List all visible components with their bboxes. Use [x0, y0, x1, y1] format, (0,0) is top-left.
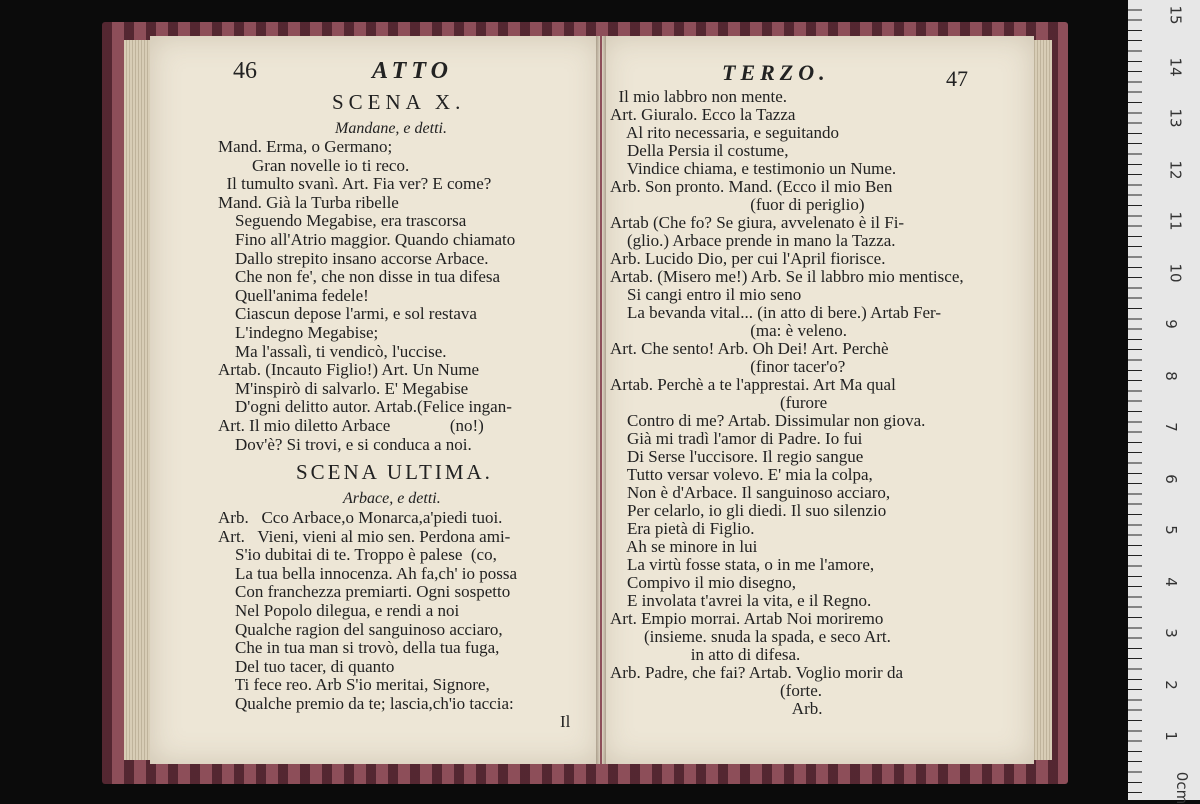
text-line: Il mio labbro non mente. — [610, 87, 788, 106]
text-line: (glio.) Arbace prende in mano la Tazza. — [610, 231, 896, 250]
right-page-number: 47 — [946, 66, 968, 91]
ruler-number: 5 — [1161, 525, 1180, 535]
text-line: (furore — [610, 393, 828, 412]
text-line: (forte. — [610, 681, 823, 700]
text-line: Artab (Che fo? Se giura, avvelenato è il Fi- — [610, 213, 905, 232]
text-line: (ma: è veleno. — [610, 321, 848, 340]
text-line: Art. Giuralo. Ecco la Tazza — [610, 105, 796, 124]
text-line: Mand. Erma, o Germano; — [218, 137, 393, 156]
scene-x-title: SCENA X. — [332, 90, 466, 114]
text-line: Arb. Cco Arbace,o Monarca,a'piedi tuoi. — [218, 508, 503, 527]
text-line: Mand. Già la Turba ribelle — [218, 192, 399, 212]
ruler-number: 3 — [1161, 628, 1180, 638]
text-line: Ciascun depose l'armi, e sol restava — [218, 304, 477, 324]
text-line: M'inspirò di salvarlo. E' Megabise — [218, 378, 469, 398]
text-line: Già mi tradì l'amor di Padre. Io fui — [610, 429, 863, 448]
text-line: Arb. Son pronto. Mand. (Ecco il mio Ben — [610, 177, 893, 196]
text-line: Per celarlo, io gli diedi. Il suo silenzio — [610, 501, 887, 520]
ruler-number: 2 — [1161, 679, 1180, 690]
text-line: Ti fece reo. Arb S'io meritai, Signore, — [218, 675, 490, 695]
text-line: (finor tacer'o? — [610, 357, 846, 376]
text-line: Art. Che sento! Arb. Oh Dei! Art. Perchè — [610, 339, 889, 358]
text-line: Ah se minore in lui — [610, 537, 758, 556]
scene-x-text — [218, 138, 515, 454]
text-line: (insieme. snuda la spada, e seco Art. — [610, 627, 891, 646]
ruler-number: 6 — [1161, 473, 1180, 484]
text-line: La tua bella innocenza. Ah fa,ch' io possa — [218, 563, 518, 583]
text-line: Al rito necessaria, e seguitando — [610, 123, 839, 142]
page-edges-right — [1032, 40, 1052, 760]
text-line: La bevanda vital... (in atto di bere.) Artab Fer- — [610, 303, 942, 322]
text-line: Il tumulto svanì. Art. Fia ver? E come? — [218, 174, 492, 194]
page-edges-left — [124, 40, 152, 760]
scene-ultima-cast: Arbace, e detti. — [343, 490, 441, 507]
book-gutter — [596, 36, 606, 764]
ruler-number: 0cm — [1173, 771, 1192, 804]
text-line: Era pietà di Figlio. — [610, 519, 755, 538]
text-line: Compivo il mio disegno, — [610, 573, 797, 592]
ruler-number: 14 — [1166, 56, 1185, 77]
ruler-number: 13 — [1166, 108, 1185, 128]
text-line: in atto di difesa. — [610, 645, 801, 664]
text-line: Dallo strepito insano accorse Arbace. — [218, 248, 489, 268]
left-page-number: 46 — [233, 58, 257, 84]
right-page-text — [610, 88, 964, 718]
ruler-number: 9 — [1161, 319, 1180, 329]
text-line: Che in tua man si trovò, della tua fuga, — [218, 638, 500, 658]
catchword: Il — [560, 712, 571, 731]
text-line: Di Serse l'uccisore. Il regio sangue — [610, 447, 864, 466]
text-line: Artab. (Misero me!) Arb. Se il labbro mio mentisce, — [610, 267, 964, 286]
text-line: S'io dubitai di te. Troppo è palese (co, — [218, 545, 497, 565]
text-line: La virtù fosse stata, o in me l'amore, — [610, 555, 875, 574]
text-line: Nel Popolo dilegua, e rendi a noi — [218, 600, 460, 620]
text-line: Art. Il mio diletto Arbace (no!) — [218, 415, 484, 435]
text-line: Qualche ragion del sanguinoso acciaro, — [218, 619, 503, 639]
text-line: Art. Empio morrai. Artab Noi moriremo — [610, 609, 884, 628]
text-line: Quell'anima fedele! — [218, 285, 369, 305]
text-line: E involata t'avrei la vita, e il Regno. — [610, 591, 872, 610]
ruler-number: 8 — [1161, 370, 1180, 381]
right-running-head: TERZO. — [722, 60, 830, 85]
text-line: Si cangi entro il mio seno — [610, 285, 802, 304]
text-line: Tutto versar volevo. E' mia la colpa, — [610, 465, 873, 484]
ruler-number: 7 — [1161, 422, 1180, 432]
text-line: (fuor di periglio) — [610, 195, 865, 214]
scene-ultima-text — [218, 509, 517, 714]
text-line: Contro di me? Artab. Dissimular non giova. — [610, 411, 926, 430]
text-line: Art. Vieni, vieni al mio sen. Perdona ami- — [218, 526, 511, 546]
text-line: Arb. — [610, 699, 823, 718]
text-line: D'ogni delitto autor. Artab.(Felice ingan- — [218, 397, 512, 417]
text-line: Che non fe', che non disse in tua difesa — [218, 267, 501, 287]
ruler-number: 10 — [1166, 262, 1185, 283]
text-line: Ma l'assalì, ti vendicò, l'uccise. — [218, 341, 447, 361]
left-running-head: ATTO — [372, 58, 453, 84]
text-line: Del tuo tacer, di quanto — [218, 656, 395, 676]
text-line: Seguendo Megabise, era trascorsa — [218, 211, 467, 231]
text-line: Della Persia il costume, — [610, 141, 789, 160]
ruler-number: 1 — [1161, 731, 1180, 741]
ruler-number: 12 — [1166, 159, 1185, 180]
ruler-number: 4 — [1161, 576, 1180, 587]
text-line: L'indegno Megabise; — [218, 322, 379, 342]
ruler-number: 11 — [1166, 211, 1185, 231]
text-line: Non è d'Arbace. Il sanguinoso acciaro, — [610, 483, 891, 502]
text-line: Dov'è? Si trovi, e si conduca a noi. — [218, 434, 472, 454]
text-line: Arb. Padre, che fai? Artab. Voglio morir da — [610, 663, 904, 682]
text-line: Fino all'Atrio maggior. Quando chiamato — [218, 229, 516, 249]
text-line: Artab. (Incauto Figlio!) Art. Un Nume — [218, 360, 480, 380]
text-line: Arb. Lucido Dio, per cui l'April fiorisce. — [610, 249, 886, 268]
text-line: Artab. Perchè a te l'apprestai. Art Ma qual — [610, 375, 896, 394]
text-line: Gran novelle io ti reco. — [218, 155, 410, 175]
text-line: Qualche premio da te; lascia,ch'io taccia: — [218, 693, 514, 713]
text-line: Con franchezza premiarti. Ogni sospetto — [218, 582, 511, 602]
scene-ultima-title: SCENA ULTIMA. — [296, 460, 493, 484]
scene-x-cast: Mandane, e detti. — [335, 120, 447, 137]
text-line: Vindice chiama, e testimonio un Nume. — [610, 159, 897, 178]
ruler-number: 15 — [1166, 5, 1185, 25]
